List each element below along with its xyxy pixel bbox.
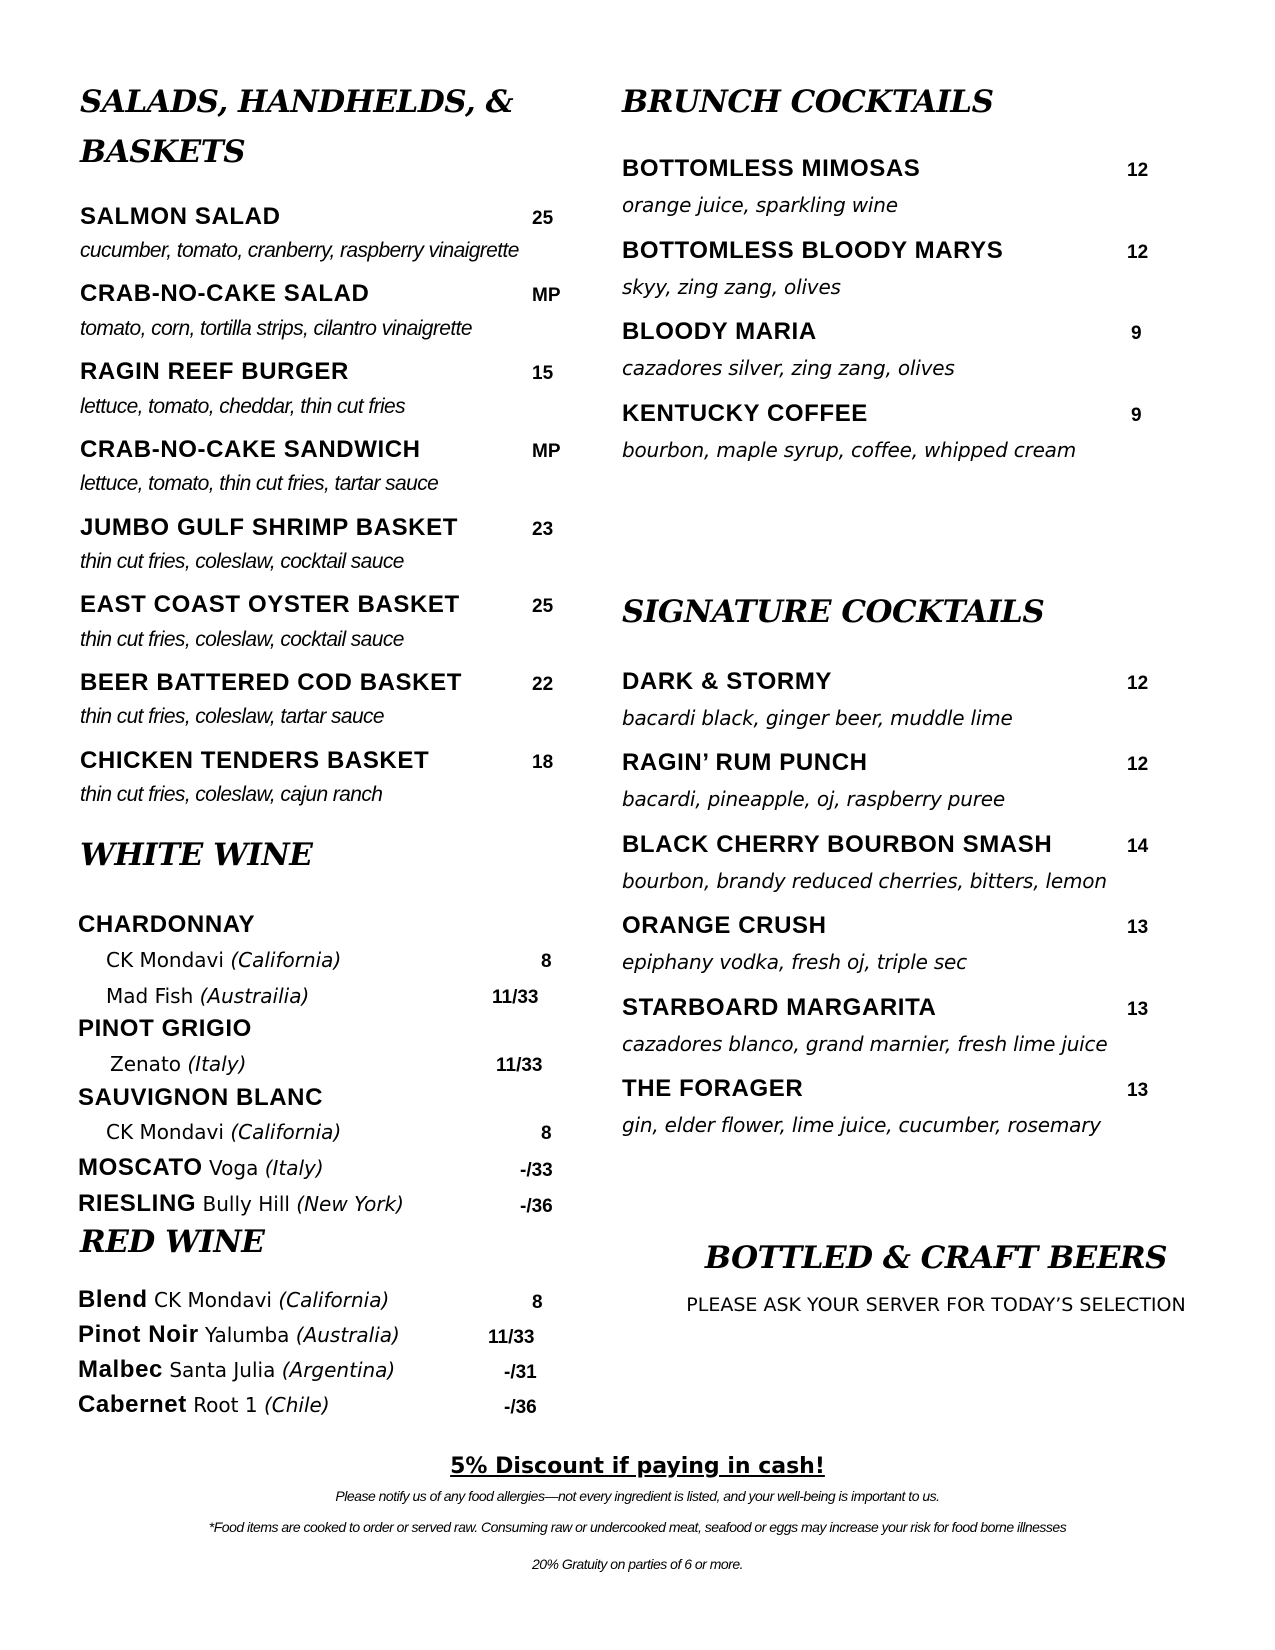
- wine-region: (California): [278, 1288, 390, 1312]
- wine-producer: Santa Julia: [169, 1358, 276, 1382]
- allergy-notice: Please notify us of any food allergies—not every ingredient is listed, and your well-being is important to us.: [335, 1488, 940, 1504]
- cash-discount-notice: 5% Discount if paying in cash!: [450, 1454, 825, 1479]
- wine-region: (Italy): [187, 1052, 247, 1076]
- wine-producer: Root 1: [193, 1393, 258, 1417]
- wine-producer: Yalumba: [205, 1323, 290, 1347]
- wine-price: -/36: [520, 1196, 553, 1217]
- item-name: KENTUCKY COFFEE: [622, 400, 868, 427]
- wine-line: [110, 1052, 246, 1076]
- item-description: thin cut fries, coleslaw, cajun ranch: [80, 783, 383, 806]
- wine-region: (Chile): [263, 1393, 330, 1417]
- item-name: CRAB-NO-CAKE SANDWICH: [80, 436, 421, 463]
- item-description: thin cut fries, coleslaw, cocktail sauce: [80, 550, 404, 573]
- item-name: CHICKEN TENDERS BASKET: [80, 747, 430, 774]
- item-price: 25: [532, 596, 554, 617]
- item-name: STARBOARD MARGARITA: [622, 994, 937, 1021]
- item-price: 12: [1127, 754, 1149, 775]
- wine-region: (Italy): [264, 1156, 324, 1180]
- wine-producer: CK Mondavi: [154, 1288, 272, 1312]
- item-price: MP: [532, 285, 561, 306]
- item-price: 13: [1127, 917, 1149, 938]
- wine-region: (Australia): [295, 1323, 400, 1347]
- item-description: bourbon, brandy reduced cherries, bitters, lemon: [622, 869, 1107, 893]
- wine-varietal: PINOT GRIGIO: [78, 1015, 252, 1042]
- item-description: bacardi black, ginger beer, muddle lime: [622, 706, 1013, 730]
- wine-price: 11/33: [488, 1327, 535, 1348]
- wine-producer: Zenato: [110, 1052, 182, 1076]
- wine-region: (California): [230, 1120, 342, 1144]
- wine-varietal: Pinot Noir: [78, 1321, 199, 1348]
- item-price: 15: [532, 363, 554, 384]
- wine-line: [78, 1154, 324, 1182]
- item-name: BLACK CHERRY BOURBON SMASH: [622, 831, 1053, 858]
- beers-note: PLEASE ASK YOUR SERVER FOR TODAY’S SELECTION: [686, 1294, 1186, 1316]
- item-price: 25: [532, 208, 554, 229]
- section-title-red-wine: RED WINE: [80, 1224, 265, 1260]
- wine-price: 11/33: [492, 987, 539, 1008]
- wine-line: [78, 1190, 404, 1218]
- item-description: tomato, corn, tortilla strips, cilantro vinaigrette: [80, 317, 472, 340]
- wine-varietal: Blend: [78, 1286, 148, 1313]
- item-name: DARK & STORMY: [622, 668, 833, 695]
- item-description: bacardi, pineapple, oj, raspberry puree: [622, 787, 1005, 811]
- section-title-beers: BOTTLED & CRAFT BEERS: [704, 1240, 1168, 1276]
- item-name: THE FORAGER: [622, 1075, 804, 1102]
- item-price: 9: [1131, 323, 1142, 344]
- wine-price: 8: [541, 1123, 552, 1144]
- item-name: BOTTOMLESS MIMOSAS: [622, 155, 921, 182]
- item-name: JUMBO GULF SHRIMP BASKET: [80, 514, 458, 541]
- wine-line: [78, 1356, 395, 1384]
- wine-price: 11/33: [496, 1055, 543, 1076]
- item-name: EAST COAST OYSTER BASKET: [80, 591, 460, 618]
- item-name: BLOODY MARIA: [622, 318, 817, 345]
- wine-region: (California): [230, 948, 342, 972]
- wine-region: (New York): [296, 1192, 404, 1216]
- wine-varietal: SAUVIGNON BLANC: [78, 1084, 324, 1111]
- item-description: orange juice, sparkling wine: [622, 193, 898, 217]
- section-title-white-wine: WHITE WINE: [80, 837, 313, 873]
- wine-line: [78, 1286, 389, 1314]
- item-description: epiphany vodka, fresh oj, triple sec: [622, 950, 967, 974]
- item-name: BOTTOMLESS BLOODY MARYS: [622, 237, 1004, 264]
- wine-region: (Argentina): [281, 1358, 396, 1382]
- item-price: 12: [1127, 160, 1149, 181]
- wine-price: -/36: [504, 1397, 537, 1418]
- item-description: cucumber, tomato, cranberry, raspberry vinaigrette: [80, 239, 519, 262]
- item-price: MP: [532, 441, 561, 462]
- item-name: ORANGE CRUSH: [622, 912, 827, 939]
- wine-price: -/33: [520, 1160, 553, 1181]
- raw-food-warning: *Food items are cooked to order or served raw. Consuming raw or undercooked meat, seafood or eggs may increase your risk for food borne illnesses: [208, 1519, 1067, 1535]
- item-name: CRAB-NO-CAKE SALAD: [80, 280, 370, 307]
- wine-varietal: CHARDONNAY: [78, 911, 256, 938]
- item-price: 12: [1127, 242, 1149, 263]
- item-price: 14: [1127, 836, 1149, 857]
- item-description: lettuce, tomato, cheddar, thin cut fries: [80, 395, 406, 418]
- wine-producer: Bully Hill: [202, 1192, 290, 1216]
- item-price: 23: [532, 519, 554, 540]
- wine-producer: CK Mondavi: [106, 1120, 224, 1144]
- wine-varietal: Cabernet: [78, 1391, 187, 1418]
- item-description: cazadores blanco, grand marnier, fresh lime juice: [622, 1032, 1108, 1056]
- section-title-signature: SIGNATURE COCKTAILS: [622, 594, 1045, 630]
- item-price: 13: [1127, 1080, 1149, 1101]
- wine-line: [106, 1120, 341, 1144]
- item-price: 13: [1127, 999, 1149, 1020]
- item-description: bourbon, maple syrup, coffee, whipped cream: [622, 438, 1077, 462]
- wine-line: [78, 1391, 330, 1419]
- item-description: lettuce, tomato, thin cut fries, tartar sauce: [80, 472, 439, 495]
- item-price: 18: [532, 752, 554, 773]
- item-name: SALMON SALAD: [80, 203, 281, 230]
- item-description: thin cut fries, coleslaw, tartar sauce: [80, 705, 385, 728]
- item-description: gin, elder flower, lime juice, cucumber, rosemary: [622, 1113, 1101, 1137]
- wine-varietal: RIESLING: [78, 1190, 197, 1217]
- wine-varietal: Malbec: [78, 1356, 163, 1383]
- wine-producer: Voga: [209, 1156, 259, 1180]
- wine-line: [106, 984, 309, 1008]
- wine-region: (Austrailia): [199, 984, 310, 1008]
- item-name: RAGIN REEF BURGER: [80, 358, 349, 385]
- item-name: BEER BATTERED COD BASKET: [80, 669, 462, 696]
- section-title-salads: SALADS, HANDHELDS, & BASKETS: [80, 84, 514, 170]
- wine-producer: CK Mondavi: [106, 948, 224, 972]
- item-name: RAGIN’ RUM PUNCH: [622, 749, 868, 776]
- item-price: 9: [1131, 405, 1142, 426]
- wine-varietal: MOSCATO: [78, 1154, 203, 1181]
- item-price: 12: [1127, 673, 1149, 694]
- gratuity-notice: 20% Gratuity on parties of 6 or more.: [531, 1556, 744, 1572]
- item-price: 22: [532, 674, 554, 695]
- section-title-brunch: BRUNCH COCKTAILS: [622, 84, 994, 120]
- wine-price: -/31: [504, 1362, 537, 1383]
- wine-producer: Mad Fish: [106, 984, 194, 1008]
- item-description: cazadores silver, zing zang, olives: [622, 356, 955, 380]
- wine-price: 8: [532, 1292, 543, 1313]
- wine-price: 8: [541, 951, 552, 972]
- item-description: skyy, zing zang, olives: [622, 275, 841, 299]
- item-description: thin cut fries, coleslaw, cocktail sauce: [80, 628, 404, 651]
- wine-line: [106, 948, 341, 972]
- wine-line: [78, 1321, 400, 1349]
